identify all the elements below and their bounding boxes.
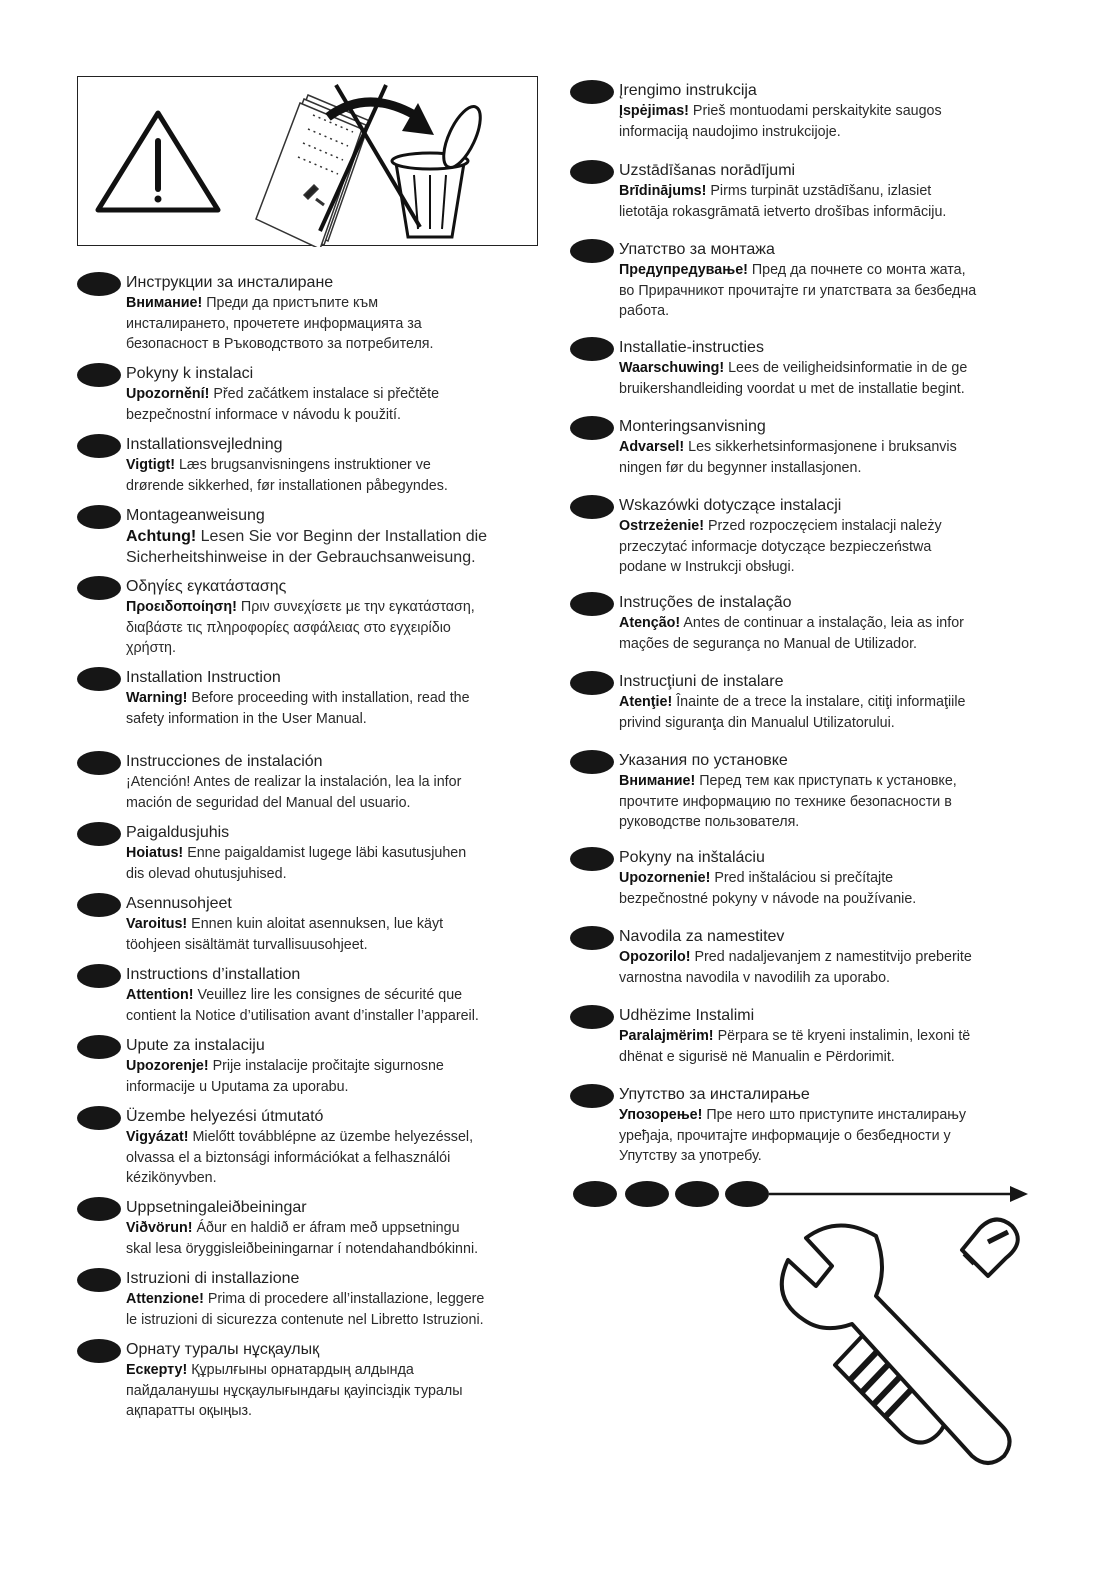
entry-dutch [570, 337, 1050, 399]
entry-title: Instructions d’installation [126, 966, 301, 983]
entry-label: Vigyázat! [126, 1129, 189, 1145]
entry-label: Hoiatus! [126, 845, 184, 861]
entry-title: Pokyny k instalaci [126, 365, 254, 382]
language-bullet [77, 751, 121, 775]
language-bullet [77, 667, 121, 691]
entry-label: Внимание! [619, 773, 696, 789]
entry-german [77, 505, 547, 568]
entry-text [619, 437, 1050, 478]
entry-line: kézikönyvben. [126, 1170, 217, 1187]
entry-line: Πριν συνεχίσετε με την εγκατάσταση, [240, 599, 475, 615]
entry-text [126, 597, 547, 659]
entry-title: Pokyny na inštaláciu [619, 849, 765, 866]
entry-line: Prima di procedere all’installazione, leggere [207, 1291, 485, 1307]
tools-illustration [570, 1170, 1050, 1470]
entry-danish [77, 434, 547, 496]
entry-line: Преди да пристъпите към [206, 295, 379, 311]
entry-line: przeczytać informacje dotyczące bezpieczeństwa [619, 538, 932, 555]
entry-text [619, 358, 1050, 399]
entry-estonian [77, 822, 547, 884]
entry-text [619, 771, 1050, 833]
warning-triangle-icon [98, 113, 218, 210]
entry-czech [77, 363, 547, 425]
entry-line: Antes de continuar a instalação, leia as infor [683, 615, 964, 631]
entry-line: ningen før du begynner installasjonen. [619, 459, 862, 476]
language-bullet [570, 1084, 614, 1108]
entry-macedonian [570, 239, 1050, 322]
bullet-dot [625, 1181, 669, 1207]
entry-line: Pred nadaljevanjem z namestitvijo preberite [694, 949, 972, 965]
entry-line: informaciją naudojimo instrukcijoje. [619, 123, 841, 140]
entry-text [126, 1218, 547, 1259]
entry-label: Vigtigt! [126, 457, 175, 473]
entry-slovak [570, 847, 1050, 909]
entry-hungarian [77, 1106, 547, 1189]
entry-text [619, 1105, 1050, 1167]
entry-title: Упутство за инсталирање [619, 1086, 810, 1103]
entry-label: Ескерту! [126, 1362, 188, 1378]
entry-label: Attention! [126, 987, 194, 1003]
entry-line: bezpečnostní informace v návodu k použití. [126, 406, 401, 423]
entry-title: Installationsvejledning [126, 436, 283, 453]
entry-label: Attenzione! [126, 1291, 204, 1307]
entry-title: Упатство за монтажа [619, 241, 775, 258]
entry-label: Упозорење! [619, 1107, 703, 1123]
entry-polish [570, 495, 1050, 578]
entry-line: прочтите информацию по технике безопасности в [619, 793, 952, 810]
entry-croatian [77, 1035, 547, 1097]
entry-text [126, 985, 547, 1026]
entry-title: Navodila za namestitev [619, 928, 785, 945]
language-bullet [570, 495, 614, 519]
entry-line: varnostna navodila v navodilih za uporabo. [619, 969, 891, 986]
entry-line: informacije u Uputama za uporabu. [126, 1078, 349, 1095]
entry-line: διαβάστε τις πληροφορίες ασφάλειας στο εγχειρίδιο [126, 619, 451, 636]
language-bullet [77, 822, 121, 846]
arrow-right-icon [769, 1186, 1028, 1202]
language-bullet [570, 416, 614, 440]
warning-panel [77, 76, 538, 246]
entry-line: Læs brugsanvisningens instruktioner ve [178, 457, 431, 473]
language-bullet [77, 363, 121, 387]
entry-line: Пре него што приступите инсталирању [706, 1107, 967, 1123]
entry-label: Opozorilo! [619, 949, 691, 965]
entry-romanian [570, 671, 1050, 733]
language-bullet [570, 1005, 614, 1029]
entry-text [619, 947, 1050, 988]
manual-book-icon [256, 95, 370, 247]
entry-title: Installatie-instructies [619, 339, 764, 356]
entry-title: Paigaldusjuhis [126, 824, 230, 841]
language-bullet [570, 80, 614, 104]
entry-line: Áður en haldið er áfram með uppsetningu [196, 1220, 460, 1236]
entry-line: olvassa el a biztonsági információkat a felhasználói [126, 1149, 451, 1166]
language-bullet [570, 239, 614, 263]
entry-label: Varoitus! [126, 916, 188, 932]
entry-label: Upozorenje! [126, 1058, 209, 1074]
entry-line: Înainte de a trece la instalare, citiţi informaţiile [676, 694, 966, 710]
entry-line: mações de segurança no Manual de Utilizador. [619, 635, 918, 652]
entry-title: Instrucţiuni de instalare [619, 673, 784, 690]
entry-title: Montageanweisung [126, 507, 265, 524]
entry-text [619, 868, 1050, 909]
entry-title: Monteringsanvisning [619, 418, 766, 435]
entry-line: privind siguranţa din Manualul Utilizatorului. [619, 714, 895, 731]
entry-title: Οδηγίες εγκατάστασης [126, 578, 287, 595]
entry-title: Uzstādīšanas norādījumi [619, 162, 796, 179]
entry-line: ¡Atención! Antes de realizar la instalación, lea la infor [126, 774, 462, 790]
entry-line: Përpara se të kryeni instalimin, lexoni të [717, 1028, 971, 1044]
entry-label: Brīdinājums! [619, 183, 707, 199]
entry-label: Προειδοποίηση! [126, 599, 237, 615]
entry-label: Warning! [126, 690, 188, 706]
entry-line: safety information in the User Manual. [126, 710, 367, 727]
entry-line: drørende sikkerhed, før installationen påbegyndes. [126, 477, 448, 494]
entry-text [126, 843, 547, 884]
continue-bullets [573, 1181, 769, 1207]
language-bullet [77, 1106, 121, 1130]
entry-label: Įspėjimas! [619, 103, 689, 119]
entry-latvian [570, 160, 1050, 222]
entry-text [126, 772, 547, 813]
entry-italian [77, 1268, 547, 1330]
language-bullet [77, 1197, 121, 1221]
entry-title: Udhëzime Instalimi [619, 1007, 755, 1024]
entry-text [126, 1360, 547, 1422]
entry-icelandic [77, 1197, 547, 1259]
entry-text [619, 516, 1050, 578]
language-bullet [77, 964, 121, 988]
entry-english [77, 667, 547, 729]
entry-line: уређаја, прочитајте информације о безбедности у [619, 1127, 951, 1144]
entry-line: skal lesa öryggisleiðbeiningarnar í notendahandbókinni. [126, 1240, 479, 1257]
entry-text [619, 1026, 1050, 1067]
language-bullet [570, 671, 614, 695]
entry-text [126, 384, 547, 425]
entry-line: contient la Notice d’utilisation avant d’installer l’appareil. [126, 1007, 479, 1024]
entry-line: пайдаланушы нұсқаулығындағы қауіпсіздік туралы [126, 1382, 463, 1399]
entry-text [126, 455, 547, 496]
entry-text [619, 613, 1050, 654]
language-bullet [570, 160, 614, 184]
entry-label: Upozornenie! [619, 870, 711, 886]
language-bullet [77, 505, 121, 529]
entry-line: руководстве пользователя. [619, 814, 800, 831]
entry-label: Ostrzeżenie! [619, 518, 705, 534]
entry-title: Wskazówki dotyczące instalacji [619, 497, 842, 514]
entry-label: Atenţie! [619, 694, 673, 710]
language-bullet [77, 434, 121, 458]
entry-label: Upozornění! [126, 386, 210, 402]
entry-label: Paralajmërim! [619, 1028, 714, 1044]
entry-serbian [570, 1084, 1050, 1167]
entry-text [619, 692, 1050, 733]
entry-line: mación de seguridad del Manual del usuario. [126, 794, 411, 811]
language-bullet [77, 1268, 121, 1292]
entry-line: Құрылғыны орнатардың алдында [191, 1362, 414, 1378]
entry-line: ақпаратты оқыңыз. [126, 1403, 253, 1420]
entry-slovenian [570, 926, 1050, 988]
entry-norwegian [570, 416, 1050, 478]
entry-label: Waarschuwing! [619, 360, 725, 376]
language-bullet [77, 893, 121, 917]
entry-title: Uppsetningaleiðbeiningar [126, 1199, 307, 1216]
entry-line: безопасност в Ръководството за потребителя. [126, 336, 434, 353]
entry-text [126, 1056, 547, 1097]
entry-label: Предупредување! [619, 262, 748, 278]
language-bullet [77, 1035, 121, 1059]
language-bullet [570, 592, 614, 616]
language-bullet [77, 272, 121, 296]
entry-line: Před začátkem instalace si přečtěte [213, 386, 440, 402]
entry-line: le istruzioni di sicurezza contenute nel Libretto Istruzioni. [126, 1311, 484, 1328]
entry-bulgarian [77, 272, 547, 355]
entry-title: Installation Instruction [126, 669, 281, 686]
entry-line: Перед тем как приступать к установке, [699, 773, 957, 789]
entry-text [126, 293, 547, 355]
bullet-dot [725, 1181, 769, 1207]
entry-title: Upute za instalaciju [126, 1037, 265, 1054]
entry-line: Lees de veiligheidsinformatie in de ge [728, 360, 968, 376]
entry-line: lietotāja rokasgrāmatā ietverto drošības informāciju. [619, 203, 947, 220]
entry-spanish [77, 751, 547, 813]
entry-line: Ennen kuin aloitat asennuksen, lue käyt [191, 916, 444, 932]
entry-line: Pred inštaláciou si prečítajte [714, 870, 894, 886]
entry-title: Asennusohjeet [126, 895, 232, 912]
entry-line: Prieš montuodami perskaitykite saugos [692, 103, 942, 119]
entry-text [619, 181, 1050, 222]
entry-title: Указания по установке [619, 752, 788, 769]
entry-line: Przed rozpoczęciem instalacji należy [708, 518, 942, 534]
entry-line: инсталирането, прочетете информацията за [126, 315, 422, 332]
bullet-dot [573, 1181, 617, 1207]
entry-russian [570, 750, 1050, 833]
entry-label: Achtung! [126, 528, 197, 545]
entry-line: bruikershandleiding voordat u met de installatie begint. [619, 380, 965, 397]
entry-line: Mielőtt továbblépne az üzembe helyezéssel, [192, 1129, 474, 1145]
entry-text [126, 914, 547, 955]
language-bullet [77, 1339, 121, 1363]
entry-kazakh [77, 1339, 547, 1422]
entry-title: Instruções de instalação [619, 594, 792, 611]
entry-line: töohjeen sisältämät turvallisuusohjeet. [126, 936, 368, 953]
entry-albanian [570, 1005, 1050, 1067]
entry-text [126, 1127, 547, 1189]
entry-line: Sicherheitshinweise in der Gebrauchsanweisung. [126, 549, 476, 566]
entry-label: Advarsel! [619, 439, 685, 455]
entry-title: Орнату туралы нұсқаулық [126, 1341, 320, 1358]
language-bullet [77, 576, 121, 600]
entry-label: Viðvörun! [126, 1220, 193, 1236]
entry-greek [77, 576, 547, 659]
entry-line: χρήστη. [126, 640, 176, 657]
warning-illustration [78, 77, 539, 247]
entry-title: Įrengimo instrukcija [619, 82, 757, 99]
entry-line: работа. [619, 303, 670, 320]
entry-line: bezpečnostné pokyny v návode na používanie. [619, 890, 917, 907]
entry-title: Istruzioni di installazione [126, 1270, 300, 1287]
entry-lithuanian [570, 80, 1050, 142]
language-bullet [570, 750, 614, 774]
entry-line: podane w Instrukcji obsługi. [619, 559, 795, 576]
entry-text [126, 1289, 547, 1330]
entry-line: Veuillez lire les consignes de sécurité que [197, 987, 463, 1003]
entry-text [126, 688, 547, 729]
entry-label: Внимание! [126, 295, 203, 311]
entry-label: Atenção! [619, 615, 681, 631]
entry-title: Üzembe helyezési útmutató [126, 1108, 324, 1125]
entry-text [126, 526, 547, 568]
entry-line: Упутству за употребу. [619, 1148, 762, 1165]
wrench-screwdriver-icon [782, 1219, 1018, 1463]
entry-line: dis olevad ohutusjuhised. [126, 865, 287, 882]
entry-line: Пред да почнете со монта жата, [751, 262, 966, 278]
bullet-dot [675, 1181, 719, 1207]
entry-title: Instrucciones de instalación [126, 753, 323, 770]
entry-line: Before proceeding with installation, read the [191, 690, 470, 706]
entry-line: Lesen Sie vor Beginn der Installation die [200, 528, 488, 545]
entry-title: Инструкции за инсталиране [126, 274, 334, 291]
entry-line: во Прирачникот прочитајте ги упатствата за безбедна [619, 282, 977, 299]
entry-line: Prije instalacije pročitajte sigurnosne [212, 1058, 444, 1074]
entry-line: Pirms turpināt uzstādīšanu, izlasiet [710, 183, 932, 199]
entry-line: Enne paigaldamist lugege läbi kasutusjuhen [187, 845, 467, 861]
entry-text [619, 101, 1050, 142]
entry-line: dhënat e sigurisë në Manualin e Përdorimit. [619, 1048, 895, 1065]
language-bullet [570, 337, 614, 361]
entry-finnish [77, 893, 547, 955]
language-bullet [570, 847, 614, 871]
entry-portuguese [570, 592, 1050, 654]
entry-french [77, 964, 547, 1026]
entry-line: Les sikkerhetsinformasjonene i bruksanvis [688, 439, 957, 455]
language-bullet [570, 926, 614, 950]
entry-text [619, 260, 1050, 322]
